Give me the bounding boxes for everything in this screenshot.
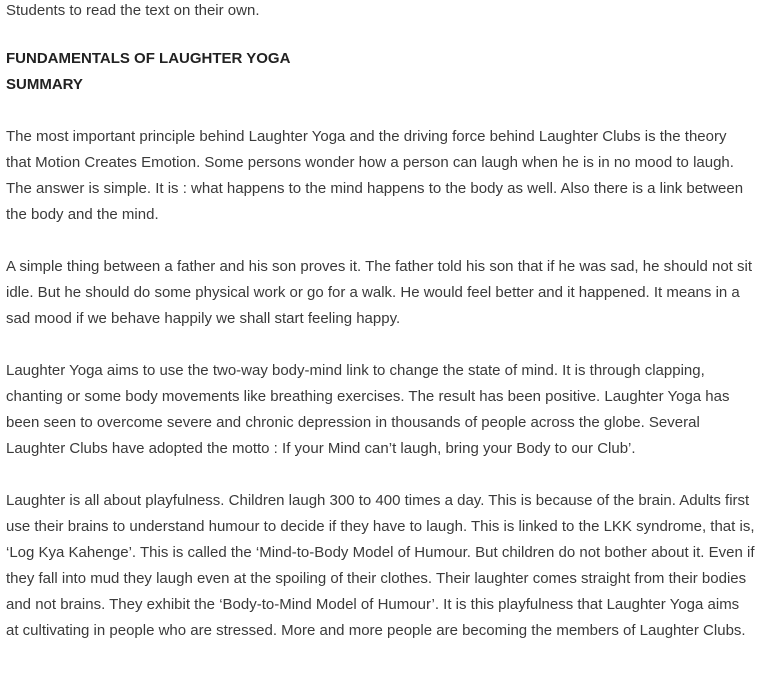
paragraph-1: The most important principle behind Laughter Yoga and the driving force behind Laughter Clubs is the theory that Motion Creates Emotion. Some persons wonder how a person can laugh when he is in no mood to laugh. The answer is simple. It is : what happens to the mind happens to the body as well. Also there is a link between the body and the mind. bbox=[6, 128, 744, 223]
intro-text: Students to read the text on their own. bbox=[6, 2, 260, 19]
paragraph-2: A simple thing between a father and his son proves it. The father told his son that if he was sad, he should not sit idle. But he should do some physical work or go for a walk. He would feel better and it happened. It means in a sad mood if we behave happily we shall start feeling happy. bbox=[6, 258, 753, 327]
paragraph-4: Laughter is all about playfulness. Children laugh 300 to 400 times a day. This is because of the brain. Adults first use their brains to understand humour to decide if they have to laugh. This is linked to the LKK syndrome, that is, ‘Log Kya Kahenge’. This is called the ‘Mind-to-Body Model of Humour. But children do not bother about it. Even if they fall into mud they laugh even at the spoiling of their clothes. Their laughter comes straight from their bodies and not brains. They exhibit the ‘Body-to-Mind Model of Humour’. It is this playfulness that Laughter Yoga aims at cultivating in people who are stressed. More and more people are becoming the members of Laughter Clubs. bbox=[6, 492, 755, 639]
paragraph-3: Laughter Yoga aims to use the two-way body-mind link to change the state of mind. It is through clapping, chanting or some body movements like breathing exercises. The result has been positive. Laughter Yoga has been seen to overcome severe and chronic depression in thousands of people across the globe. Several Laughter Clubs have adopted the motto : If your Mind can’t laugh, bring your Body to our Club’. bbox=[6, 362, 730, 457]
section-subtitle: SUMMARY bbox=[6, 76, 83, 93]
page-title: FUNDAMENTALS OF LAUGHTER YOGA bbox=[6, 50, 291, 67]
